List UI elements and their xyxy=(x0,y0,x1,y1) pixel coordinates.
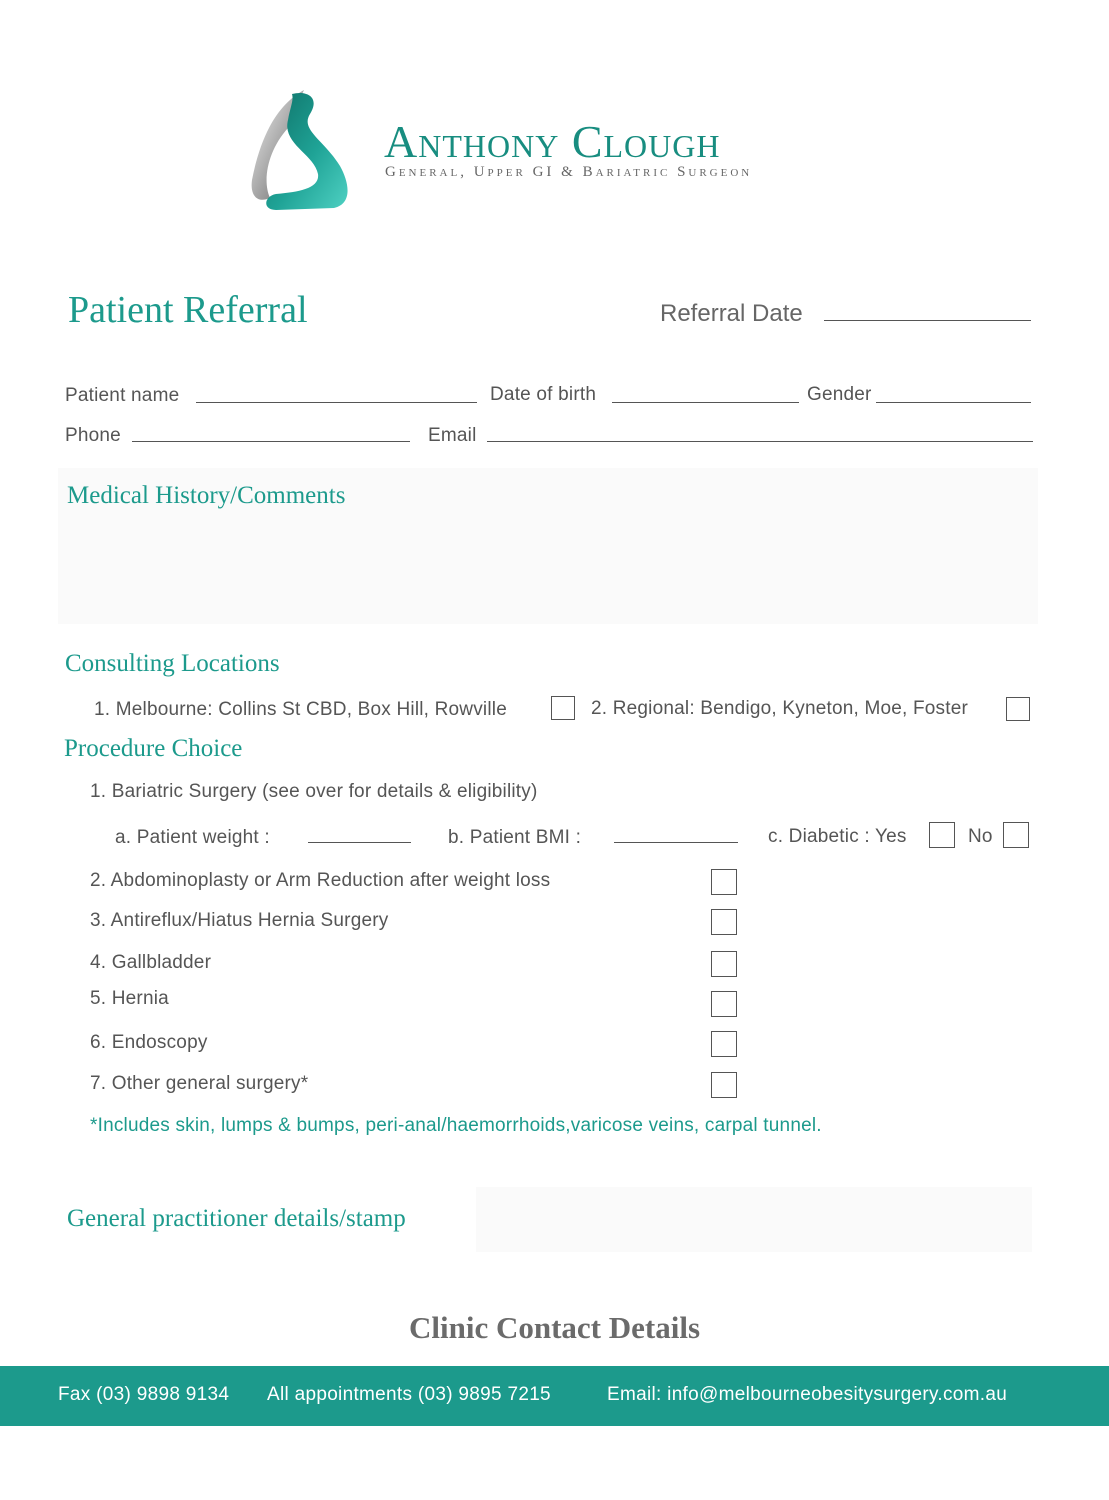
dob-field[interactable] xyxy=(612,402,799,403)
gender-field[interactable] xyxy=(876,402,1031,403)
email-label: Email xyxy=(428,425,477,446)
procedure-item-checkbox[interactable] xyxy=(711,951,737,977)
contact-appointments: All appointments (03) 9895 7215 xyxy=(267,1384,551,1405)
procedure-item-checkbox[interactable] xyxy=(711,1031,737,1057)
procedure-item-checkbox[interactable] xyxy=(711,869,737,895)
procedure-choice-heading: Procedure Choice xyxy=(64,735,243,762)
procedure-item: 2. Abdominoplasty or Arm Reduction after weight loss xyxy=(90,870,551,891)
referral-date-field[interactable] xyxy=(824,320,1031,321)
location-melbourne-label: 1. Melbourne: Collins St CBD, Box Hill, Rowville xyxy=(94,699,507,720)
procedure-footnote: *Includes skin, lumps & bumps, peri-anal/haemorrhoids,varicose veins, carpal tunnel. xyxy=(90,1115,822,1136)
diabetic-yes-checkbox[interactable] xyxy=(929,822,955,848)
patient-name-field[interactable] xyxy=(196,402,477,403)
procedure-item: 7. Other general surgery* xyxy=(90,1073,309,1094)
procedure-bariatric-label: 1. Bariatric Surgery (see over for details & eligibility) xyxy=(90,781,538,802)
dob-label: Date of birth xyxy=(490,384,597,405)
location-regional-checkbox[interactable] xyxy=(1006,697,1030,721)
location-melbourne-checkbox[interactable] xyxy=(551,696,575,720)
medical-history-heading: Medical History/Comments xyxy=(67,482,346,509)
phone-label: Phone xyxy=(65,425,121,446)
gender-label: Gender xyxy=(807,384,872,405)
email-field[interactable] xyxy=(487,441,1033,442)
referral-date-label: Referral Date xyxy=(660,300,803,327)
location-regional-label: 2. Regional: Bendigo, Kyneton, Moe, Foster xyxy=(591,698,969,719)
contact-fax: Fax (03) 9898 9134 xyxy=(58,1384,230,1405)
gp-stamp-area[interactable] xyxy=(476,1187,1032,1252)
procedure-item: 6. Endoscopy xyxy=(90,1032,208,1053)
patient-bmi-field[interactable] xyxy=(614,842,738,843)
consulting-locations-heading: Consulting Locations xyxy=(65,650,280,677)
procedure-item-checkbox[interactable] xyxy=(711,909,737,935)
diabetic-no-checkbox[interactable] xyxy=(1003,822,1029,848)
procedure-item-checkbox[interactable] xyxy=(711,1072,737,1098)
brand-tagline: General, Upper GI & Bariatric Surgeon xyxy=(385,164,753,180)
procedure-item: 4. Gallbladder xyxy=(90,952,212,973)
patient-name-label: Patient name xyxy=(65,385,180,406)
logo-icon xyxy=(248,88,354,212)
clinic-contact-heading: Clinic Contact Details xyxy=(408,1310,701,1345)
procedure-item: 5. Hernia xyxy=(90,988,169,1009)
contact-footer-bar xyxy=(0,1366,1109,1426)
patient-weight-label: a. Patient weight : xyxy=(115,827,270,848)
brand-name: Anthony Clough xyxy=(384,116,721,167)
gp-details-heading: General practitioner details/stamp xyxy=(67,1205,406,1232)
procedure-item-checkbox[interactable] xyxy=(711,991,737,1017)
patient-weight-field[interactable] xyxy=(308,842,411,843)
procedure-item: 3. Antireflux/Hiatus Hernia Surgery xyxy=(90,910,389,931)
diabetic-no-label: No xyxy=(968,826,993,847)
page-title: Patient Referral xyxy=(68,289,308,331)
patient-bmi-label: b. Patient BMI : xyxy=(448,827,582,848)
phone-field[interactable] xyxy=(132,441,410,442)
contact-email[interactable]: Email: info@melbourneobesitysurgery.com.au xyxy=(607,1384,1008,1405)
diabetic-yes-label: c. Diabetic : Yes xyxy=(768,826,907,847)
